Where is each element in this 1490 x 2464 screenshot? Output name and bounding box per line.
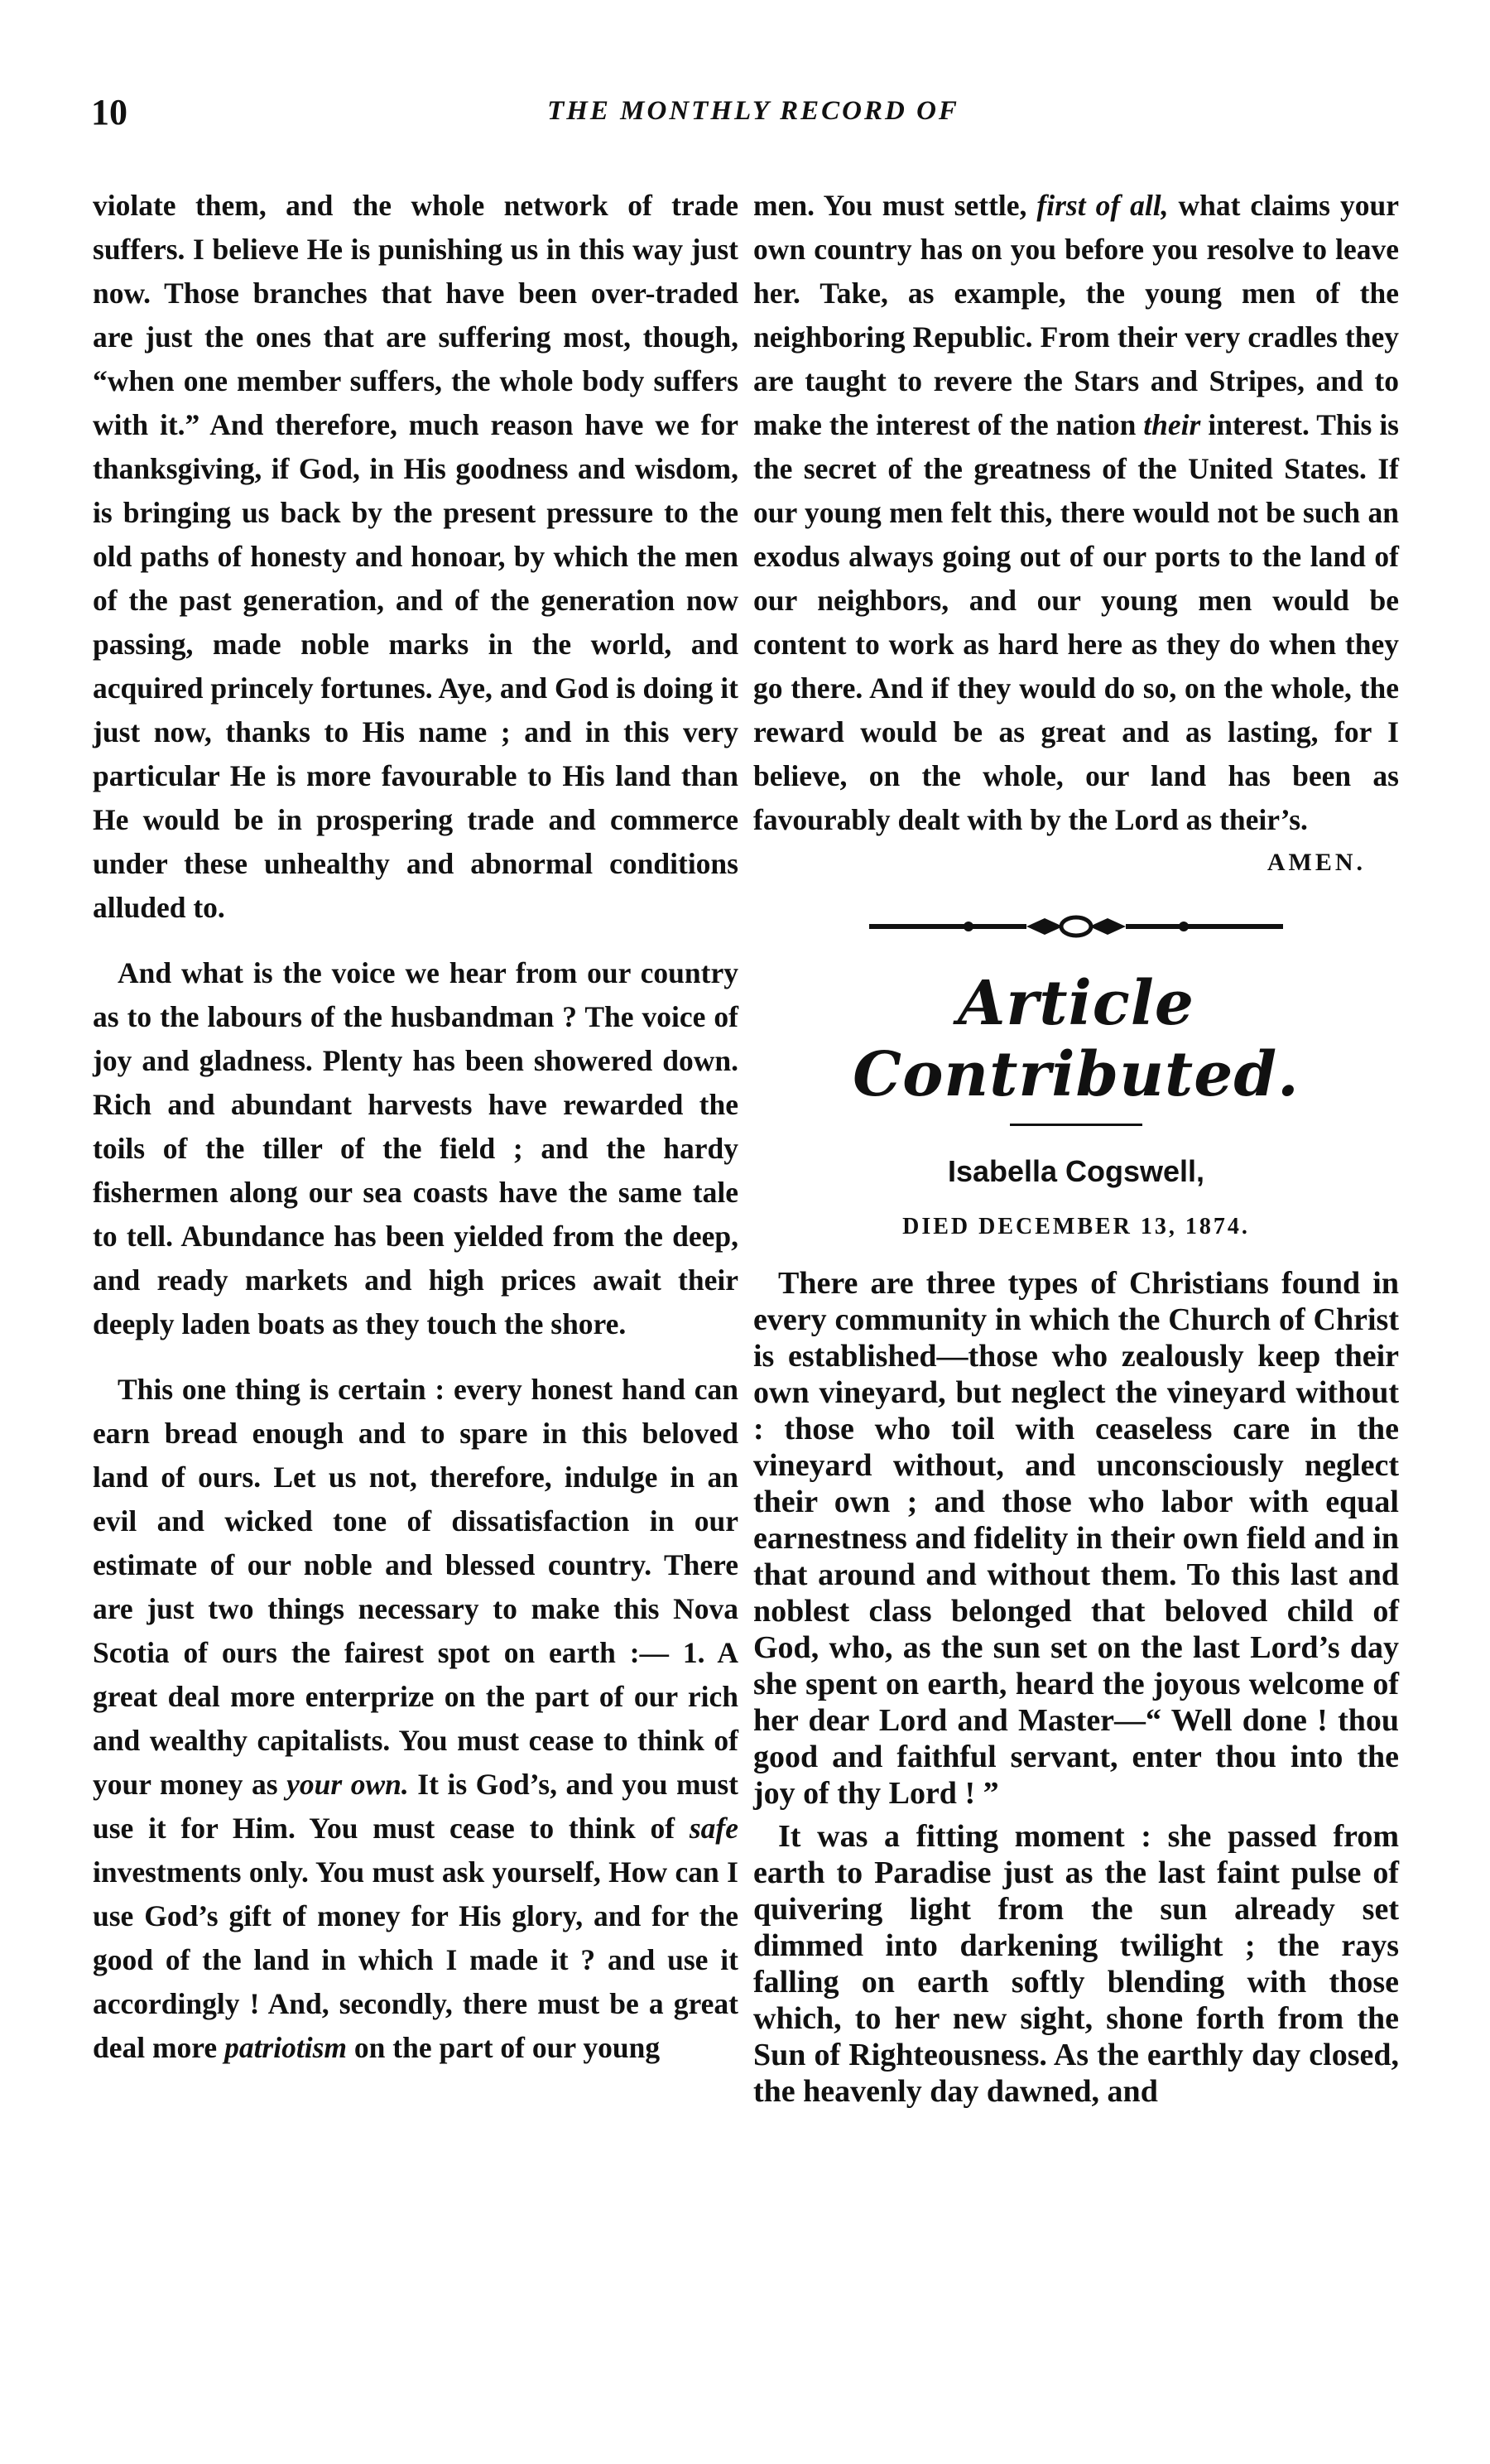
page-header — [91, 91, 1416, 141]
left-paragraph-3-emphasis-2: safe — [689, 1812, 738, 1845]
page-number: 10 — [91, 92, 127, 132]
section-title: Article Contributed. — [853, 968, 1300, 1110]
right-paragraph-1-emphasis-2: their — [1143, 408, 1201, 441]
right-paragraph-1 — [753, 184, 1399, 842]
left-paragraph-3-emphasis-1: your own. — [286, 1768, 409, 1801]
right-paragraph-1-text-a: men. You must settle, — [753, 189, 1037, 222]
ornamental-divider — [861, 910, 1291, 943]
obituary-paragraph-1: There are three types of Christians found in every community in which the Church of Christ is established—those who zealously keep their own vineyard, but neglect the vineyard without : those who toil with ceaseless care in the vineyard without, and unconsciously neglect their own ; and those who labor with equal earnestness and fidelity in their own field and in that around and without them. To this last and noblest class belonged that beloved child of God, who, as the sun set on the last Lord’s day she spent on earth, heard the joyous welcome of her dear Lord and Master—“ Well done ! thou good and faithful servant, enter thou into the joy of thy Lord ! ” — [753, 1266, 1399, 1811]
right-paragraph-1-emphasis-1: first of all, — [1036, 189, 1169, 222]
right-paragraph-1-text-c: interest. This is the secret of the greatness of the United States. If our young men felt this, there would not be such an exodus always going out of our ports to the land of our neighbors, and our young men would be content to work as hard here as they do when they go there. And if they would do so, on the whole, the reward would be as great and as lasting, for I believe, on the whole, our land has been as favourably dealt with by the Lord as their’s. — [753, 408, 1399, 836]
obituary-date: DIED DECEMBER 13, 1874. — [902, 1214, 1250, 1239]
right-column — [753, 184, 1399, 2110]
amen-signoff: AMEN. — [1266, 849, 1366, 876]
left-paragraph-3-text-b: It is God’s, and you must use it for Him. You must cease to think of — [93, 1768, 738, 1845]
left-paragraph-1: violate them, and the whole network of trade suffers. I believe He is punishing us in this way just now. Those branches that have been over-traded are just the ones that are suffering most, though, “when one member suffers, the whole body suffers with it.” And therefore, much reason have we for thanksgiving, if God, in His goodness and wisdom, is bringing us back by the present pressure to the old paths of honesty and honoar, by which the men of the past generation, and of the generation now passing, made noble marks in the world, and acquired princely fortunes. Aye, and God is doing it just now, thanks to His name ; and in this very particular He is more favourable to His land than He would be in prospering trade and commerce under these unhealthy and abnormal conditions alluded to. — [93, 189, 738, 924]
obituary-name: Isabella Cogswell, — [947, 1154, 1205, 1188]
running-head: THE MONTHLY RECORD OF — [547, 96, 959, 126]
left-paragraph-3-text-a: This one thing is certain : every honest hand can earn bread enough and to spare in this beloved land of ours. Let us not, therefore, indulge in an evil and wicked tone of dissatisfaction in our estimate of our noble and blessed country. There are just two things necessary to make this Nova Scotia of ours the fairest spot on earth :— 1. A great deal more enterprize on the part of our rich and wealthy capitalists. You must cease to think of your money as — [93, 1373, 738, 1801]
left-paragraph-3-emphasis-3: patriotism — [224, 2031, 348, 2064]
left-paragraph-3-text-d: on the part of our young — [347, 2031, 661, 2064]
obituary-paragraph-2: It was a fitting moment : she passed from earth to Paradise just as the last faint pulse of quivering light from the sun already set dimmed into darkening twilight ; the rays falling on earth softly blending with those which, to her new sight, shone forth from the Sun of Righteousness. As the earthly day closed, the heavenly day dawned, and — [753, 1819, 1399, 2109]
right-paragraph-1-text-b: what claims your own country has on you before you resolve to leave her. Take, as example, the young men of the neighboring Republic. From their very cradles they are taught to revere the Stars and Stripes, and to make the interest of the nation — [753, 189, 1399, 441]
title-underline — [1010, 1124, 1142, 1126]
left-paragraph-2: And what is the voice we hear from our country as to the labours of the husbandman ? The voice of joy and gladness. Plenty has been showered down. Rich and abundant harvests have rewarded the toils of the tiller of the field ; and the hardy fishermen along our sea coasts have the same tale to tell. Abundance has been yielded from the deep, and ready markets and high prices await their deeply laden boats as they touch the shore. — [93, 956, 738, 1340]
left-paragraph-3-text-c: investments only. You must ask yourself, How can I use God’s gift of money for His glory, and for the good of the land in which I made it ? and use it accordingly ! And, secondly, there must be a great deal more — [93, 1855, 738, 2064]
left-column — [93, 184, 738, 2070]
left-paragraph-3 — [93, 1368, 738, 2070]
